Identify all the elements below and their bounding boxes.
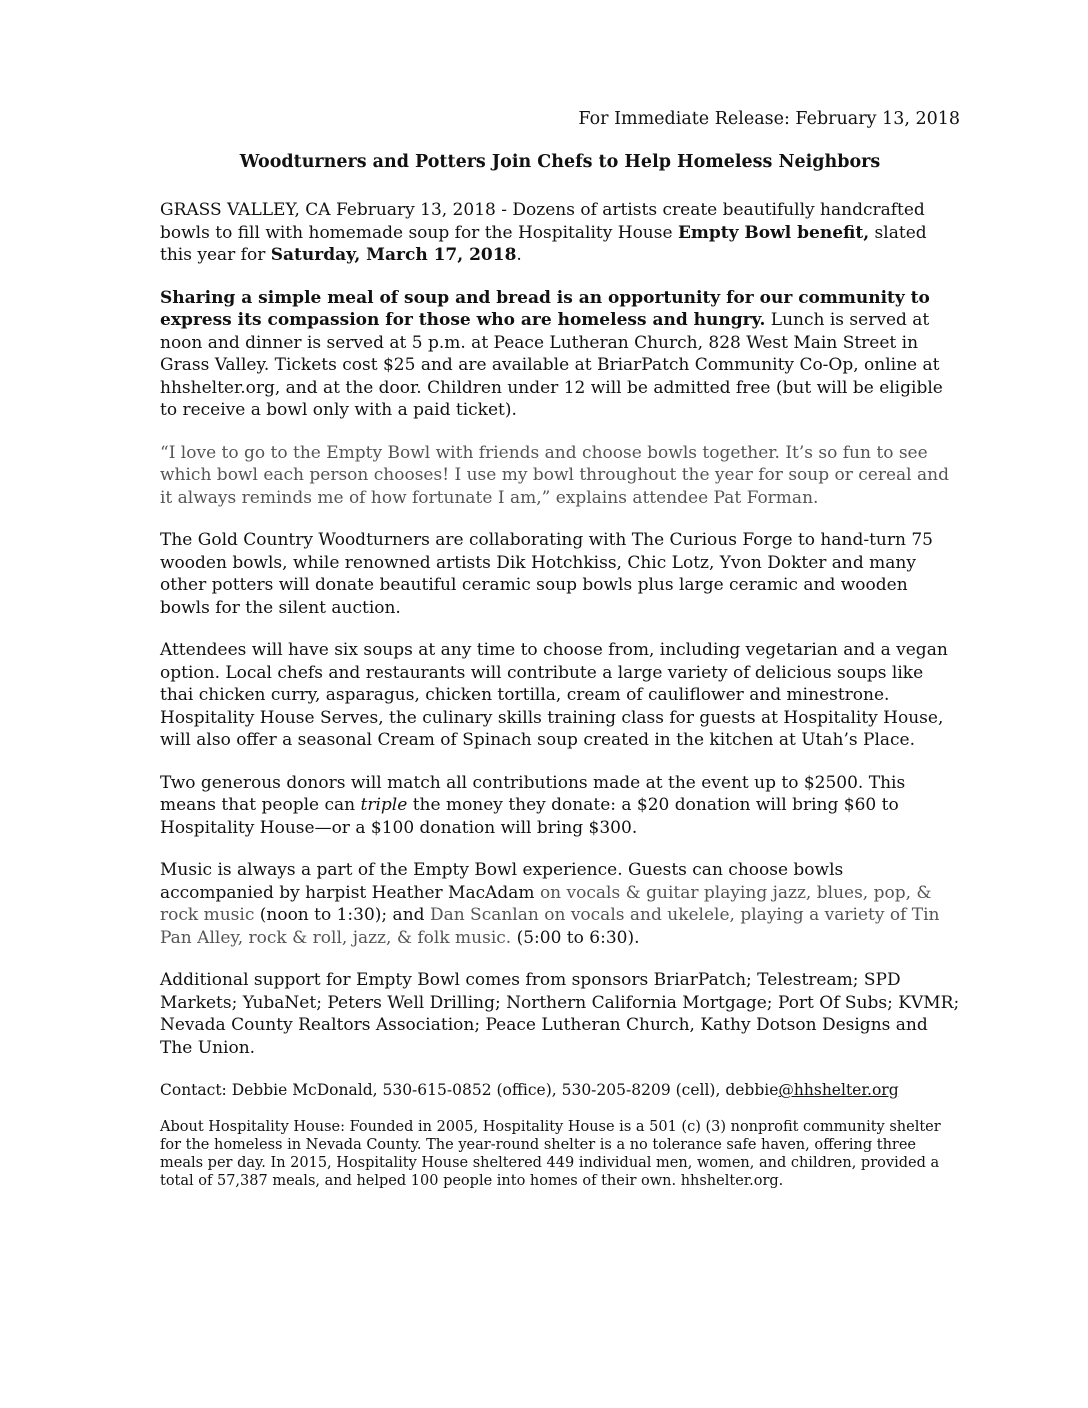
paragraph-soups: Attendees will have six soups at any time to choose from, including vegetarian and a vegan option. Local chefs and restaurants will contribute a large variety of delicious soups like thai chicken curry, asparagus, chicken tortilla, cream of cauliflower and minestrone. Hospitality House Serves, the culinary skills training class for guests at Hospitality House, will also offer a seasonal Cream of Spinach soup created in the kitchen at Utah’s Place. bbox=[160, 640, 948, 750]
paragraph-intro bbox=[160, 199, 960, 267]
release-date-line: For Immediate Release: February 13, 2018 bbox=[578, 109, 960, 129]
paragraph-quote: “I love to go to the Empty Bowl with friends and choose bowls together. It’s so fun to see which bowl each person chooses! I use my bowl throughout the year for soup or cereal and it always reminds me of how fortunate I am,” explains attendee Pat Forman. bbox=[160, 442, 949, 508]
meal-details: Lunch is served at noon and dinner is served at 5 p.m. at Peace Lutheran Church, 828 West Main Street in Grass Valley. Tickets cost $25 and are available at BriarPatch Community Co-Op, online at hhshelter.org, and at the door. Children under 12 will be admitted free (but will be eligible to receive a bowl only with a paid ticket). bbox=[160, 310, 943, 420]
event-name-bold: Empty Bowl benefit, bbox=[677, 222, 870, 243]
paragraph-meal bbox=[160, 287, 960, 422]
paragraph-woodturners: The Gold Country Woodturners are collaborating with The Curious Forge to hand-turn 75 wooden bowls, while renowned artists Dik Hotchkiss, Chic Lotz, Yvon Dokter and many other potters will donate beautiful ceramic soup bowls plus large ceramic and wooden bowls for the silent auction. bbox=[160, 530, 933, 618]
paragraph-sponsors: Additional support for Empty Bowl comes from sponsors BriarPatch; Telestream; SPD Markets; YubaNet; Peters Well Drilling; Northern California Mortgage; Port Of Subs; KVMR; Nevada County Realtors Association; Peace Lutheran Church, Kathy Dotson Designs and The Union. bbox=[160, 970, 960, 1058]
about-section: About Hospitality House: Founded in 2005, Hospitality House is a 501 (c) (3) nonprofit community shelter for the homeless in Nevada County. The year-round shelter is a no tolerance safe haven, offering three meals per day. In 2015, Hospitality House sheltered 449 individual men, women, and children, provided a total of 57,387 meals, and helped 100 people into homes of their own. hhshelter.org. bbox=[160, 1118, 941, 1189]
event-date-bold: Saturday, March 17, 2018 bbox=[270, 245, 517, 265]
music-time-evening: (5:00 to 6:30). bbox=[511, 927, 640, 948]
contact-line bbox=[160, 1079, 960, 1102]
intro-text-end: . bbox=[516, 245, 522, 265]
paragraph-music bbox=[160, 859, 960, 949]
music-dan-detail: Dan Scanlan on vocals and ukelele, playing a variety of Tin Pan Alley, rock & roll, jazz, & folk music. bbox=[160, 905, 940, 948]
donors-text-end: the money they donate: a $20 donation will bring $60 to Hospitality House—or a $100 donation will bring $300. bbox=[160, 795, 899, 838]
contact-text: Contact: Debbie McDonald, 530-615-0852 (office), 530-205-8209 (cell), debbie bbox=[160, 1081, 779, 1099]
music-text: Music is always a part of the Empty Bowl experience. Guests can choose bowls accompanied by harpist Heather MacAdam bbox=[160, 860, 844, 903]
meal-bold-lead: Sharing a simple meal of soup and bread is an opportunity for our community to express its compassion for those who are homeless and hungry. bbox=[160, 287, 930, 330]
headline: Woodturners and Potters Join Chefs to Help Homeless Neighbors bbox=[239, 151, 881, 172]
music-time-noon: (noon to 1:30); and bbox=[254, 905, 430, 925]
contact-email-link[interactable]: @hhshelter.org bbox=[778, 1081, 899, 1099]
press-release-page bbox=[160, 108, 960, 1190]
intro-text: GRASS VALLEY, CA February 13, 2018 - Dozens of artists create beautifully handcrafted bowls to fill with homemade soup for the Hospitality House bbox=[160, 200, 925, 243]
music-heather-detail: on vocals & guitar playing jazz, blues, pop, & rock music bbox=[160, 882, 932, 925]
triple-italic: triple bbox=[360, 795, 408, 815]
paragraph-donors bbox=[160, 772, 960, 840]
intro-text-cont: slated this year for bbox=[160, 222, 927, 265]
donors-text: Two generous donors will match all contributions made at the event up to $2500. This means that people can bbox=[160, 772, 906, 815]
